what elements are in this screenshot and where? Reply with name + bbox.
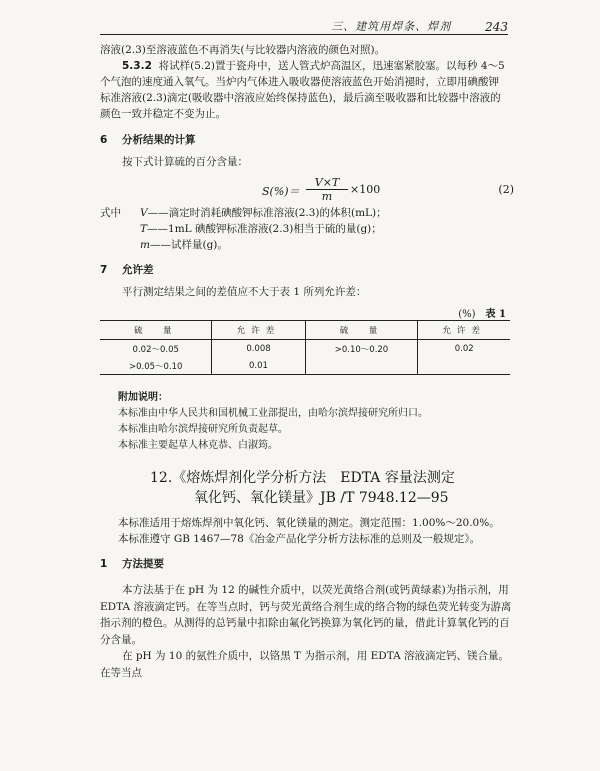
definitions-label: 式中 xyxy=(100,207,121,219)
table-row xyxy=(100,357,510,375)
formula xyxy=(100,176,514,202)
table-cell: 0.008 xyxy=(212,340,305,358)
definition-row xyxy=(100,237,508,253)
table-caption xyxy=(458,305,506,320)
formula-numerator: V×T xyxy=(306,176,348,190)
table-cell: 0.01 xyxy=(212,357,305,375)
standard-title-line-1: 12.《熔炼焊剂化学分析方法 EDTA 容量法测定 xyxy=(150,470,455,486)
variable-definitions xyxy=(100,205,508,253)
section-heading xyxy=(100,262,508,278)
table-cell xyxy=(305,357,418,375)
note-line: 本标准主要起草人林克恭、白淑筠。 xyxy=(118,440,278,451)
section-intro: 按下式计算硫的百分含量： xyxy=(122,156,248,168)
table-unit: (%) xyxy=(458,309,476,320)
section-7 xyxy=(100,262,508,300)
note-line: 本标准由哈尔滨焊接研究所负责起草。 xyxy=(118,424,288,435)
method-summary xyxy=(100,582,512,681)
definition-row xyxy=(100,221,508,237)
section-title: 分析结果的计算 xyxy=(122,134,196,146)
section-heading xyxy=(100,132,508,148)
table-cell: >0.10～0.20 xyxy=(305,340,418,358)
table-cell: >0.05～0.10 xyxy=(100,357,212,375)
table-row xyxy=(100,340,510,358)
table-header-row xyxy=(100,321,510,340)
section-1-heading xyxy=(100,556,164,571)
section-number: 1 xyxy=(100,558,108,570)
formula-denominator: m xyxy=(321,190,333,203)
section-title: 方法提要 xyxy=(122,558,164,570)
table-cell: 0.02～0.05 xyxy=(132,344,179,355)
section-title: 允许差 xyxy=(122,264,154,276)
clause-text: 将试样(5.2)置于瓷舟中，送人管式炉高温区，迅速塞紧胶塞。以每秒 4～5 个气泡的速度通入氧气。当炉内气体进入吸收器使溶液蓝色开始消褪时，立即用碘酸钾标准溶液(2.3)滴定(吸收器中溶液应始终保持蓝色)，最后滴至吸收器和比较器中溶液的颜色一致并稳定不变为止。 xyxy=(100,60,505,120)
formula-fraction xyxy=(306,176,348,203)
header-section-title: 三、建筑用焊条、焊剂 xyxy=(331,20,452,33)
table-cell: 0.02 xyxy=(418,340,510,358)
definition-text: ——滴定时消耗碘酸钾标准溶液(2.3)的体积(mL)； xyxy=(147,207,387,219)
definition-text: ——1mL 碘酸钾标准溶液(2.3)相当于硫的量(g)； xyxy=(147,223,382,235)
clause-5-3-2 xyxy=(100,58,508,122)
section-intro: 平行测定结果之间的差值应不大于表 1 所列允许差： xyxy=(122,286,367,298)
section-6 xyxy=(100,132,508,170)
method-paragraph: 本方法基于在 pH 为 12 的碱性介质中，以荧光黄络合剂(或钙黄绿素)为指示剂，用 EDTA 溶液滴定钙。在等当点时，钙与荧光黄络合剂生成的络合物的绿色荧光转变为游离指示剂的橙色。从测得的总钙量中扣除由氟化钙换算为氧化钙的量，借此计算氧化钙的百分含量。 xyxy=(100,584,512,646)
running-header xyxy=(100,16,508,35)
method-paragraph: 在 pH 为 10 的氨性介质中，以铬黑 T 为指示剂，用 EDTA 溶液滴定钙、镁合量。在等当点 xyxy=(100,650,510,679)
definition-symbol: T xyxy=(140,223,148,235)
col-header-sulfur-1: 硫 量 xyxy=(100,321,212,340)
definition-row xyxy=(100,205,508,221)
tolerance-table xyxy=(100,320,510,375)
col-header-tolerance-2: 允许差 xyxy=(418,321,510,340)
standard-title-line-2: 氧化钙、氧化镁量》JB /T 7948.12—95 xyxy=(194,490,449,506)
table-cell xyxy=(418,357,510,375)
page-number: 243 xyxy=(485,20,508,34)
additional-notes xyxy=(118,390,428,454)
formula-multiplier: ×100 xyxy=(350,183,381,196)
note-line: 本标准由中华人民共和国机械工业部提出，由哈尔滨焊接研究所归口。 xyxy=(118,408,428,419)
definition-text: ——试样量(g)。 xyxy=(149,239,228,251)
section-number: 6 xyxy=(100,134,108,146)
formula-lhs: S(%)＝ xyxy=(262,185,300,198)
col-header-sulfur-2: 硫 量 xyxy=(305,321,418,340)
clause-number: 5.3.2 xyxy=(122,60,152,72)
table-number: 表 1 xyxy=(485,309,506,320)
section-number: 7 xyxy=(100,264,108,276)
notes-title: 附加说明： xyxy=(118,392,168,403)
scope-line: 本标准适用于熔炼焊剂中氧化钙、氧化镁量的测定。测定范围：1.00%～20.0%。 xyxy=(118,517,500,529)
standard-title xyxy=(150,468,480,508)
equation-number: (2) xyxy=(498,183,514,196)
continuation-paragraph: 溶液(2.3)至溶液蓝色不再消失(与比较器内溶液的颜色对照)。 xyxy=(100,44,386,56)
definition-symbol: V xyxy=(140,207,148,219)
scope-text xyxy=(118,515,518,547)
definition-symbol: m xyxy=(140,239,150,251)
scope-line: 本标准遵守 GB 1467—78《冶金产品化学分析方法标准的总则及一般规定》。 xyxy=(118,533,481,545)
top-text xyxy=(100,42,508,122)
col-header-tolerance-1: 允许差 xyxy=(212,321,305,340)
